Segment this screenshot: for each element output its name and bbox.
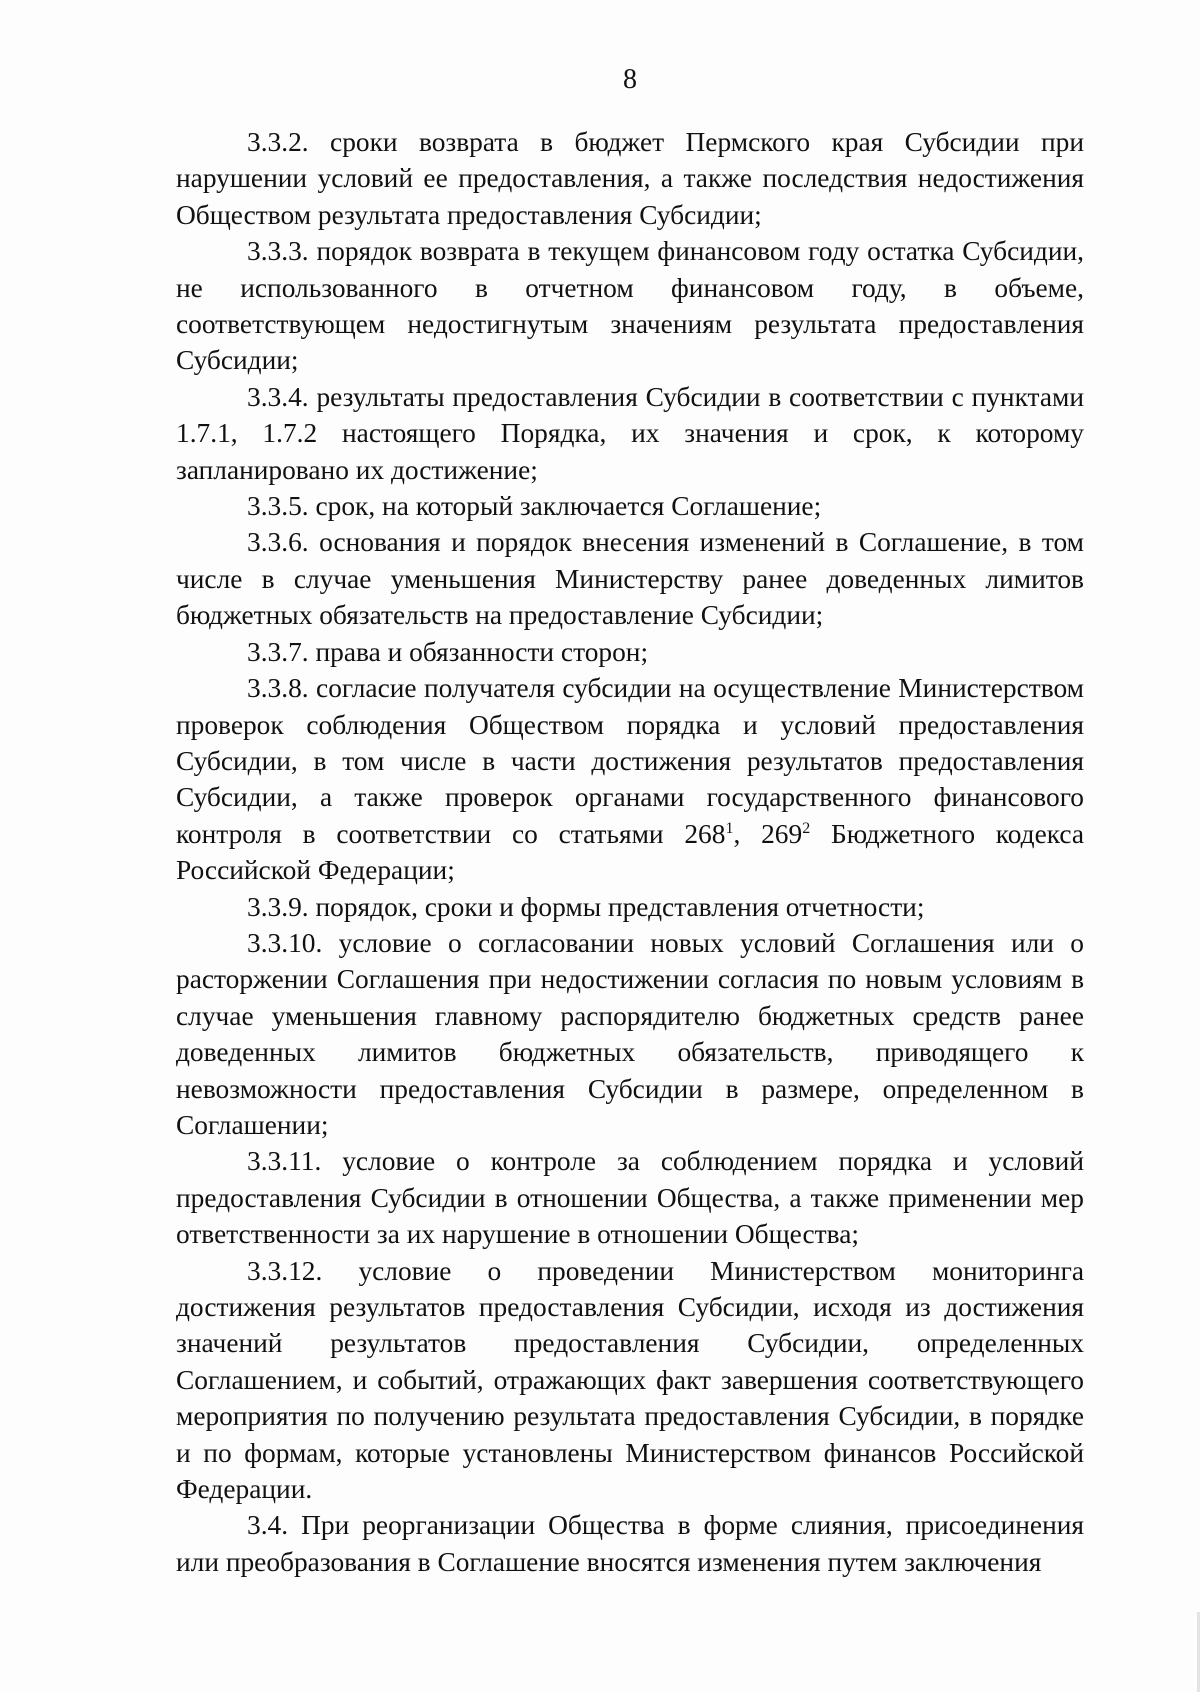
paragraph-number: 3.4. [247,1510,289,1541]
paragraph-3-4 [176,1507,1084,1580]
paragraph-3-3-9 [176,889,1084,925]
paragraph-number: 3.3.3. [247,236,309,267]
paragraph-3-3-5 [176,488,1084,524]
paragraph-text: основания и порядок внесения изменений в Соглашение, в том числе в случае уменьшения Министерству ранее доведенных лимитов бюджетных обязательств на предоставление Субсидии; [176,527,1084,631]
paragraph-number: 3.3.6. [247,527,309,558]
paragraph-text: порядок возврата в текущем финансовом году остатка Субсидии, не использованного в отчетном финансовом году, в объеме, соответствующем недостигнутым значениям результата предоставления Субсидии; [176,236,1084,376]
paragraph-text: согласие получателя субсидии на осуществление Министерством проверок соблюдения Обществом порядка и условий предоставления Субсидии, в том числе в части достижения результатов предоставления Субсидии, а также проверок органами государственного финансового контроля в соответствии со статьями 268 [176,673,1084,849]
paragraph-number: 3.3.12. [247,1255,323,1286]
paragraph-text: При реорганизации Общества в форме слияния, присоединения или преобразования в Соглашение вносятся изменения путем заключения [176,1510,1084,1577]
paragraph-text: результаты предоставления Субсидии в соответствии с пунктами 1.7.1, 1.7.2 настоящего Порядка, их значения и срок, к которому запланировано их достижение; [176,381,1084,485]
paragraph-number: 3.3.9. [247,891,309,922]
paragraph-text: сроки возврата в бюджет Пермского края Субсидии при нарушении условий ее предоставления, а также последствия недостижения Обществом результата предоставления Субсидии; [176,127,1084,230]
paragraph-number: 3.3.10. [247,927,323,958]
paragraph-3-3-10 [176,925,1084,1143]
paragraph-3-3-11 [176,1143,1084,1252]
paragraph-number: 3.3.11. [247,1146,322,1177]
paragraph-number: 3.3.4. [247,381,309,412]
paragraph-number: 3.3.8. [247,673,309,704]
paragraph-text: условие о проведении Министерством мониторинга достижения результатов предоставления Субсидии, исходя из достижения значений результатов предоставления Субсидии, определенных Соглашением, и событий, отражающих факт завершения соответствующего мероприятия по получению результата предоставления Субсидии, в порядке и по формам, которые установлены Министерством финансов Российской Федерации. [176,1255,1084,1505]
paragraph-3-3-3 [176,233,1084,379]
document-body [176,124,1084,1580]
paragraph-number: 3.3.7. [247,636,309,667]
footnote-superscript: 2 [802,819,811,837]
paragraph-text: условие о контроле за соблюдением порядка и условий предоставления Субсидии в отношении Общества, а также применении мер ответственности за их нарушение в отношении Общества; [176,1146,1084,1250]
paragraph-3-3-8 [176,670,1084,888]
paragraph-3-3-7 [176,634,1084,670]
paragraph-3-3-12 [176,1253,1084,1508]
paragraph-3-3-2 [176,124,1084,233]
page-number: 8 [623,64,637,95]
paragraph-3-3-4 [176,379,1084,488]
paragraph-text: , 269 [733,818,803,849]
footnote-superscript: 1 [725,819,734,837]
paragraph-text: условие о согласовании новых условий Соглашения или о расторжении Соглашения при недостижении согласия по новым условиям в случае уменьшения главному распорядителю бюджетных средств ранее доведенных лимитов бюджетных обязательств, приводящего к невозможности предоставления Субсидии в размере, определенном в Соглашении; [176,927,1084,1140]
paragraph-text: срок, на который заключается Соглашение; [308,491,822,522]
paragraph-number: 3.3.5. [247,491,309,522]
paragraph-number: 3.3.2. [247,127,309,157]
paragraph-text: Бюджетного кодекса Российской Федерации; [176,818,1084,886]
paragraph-text: порядок, сроки и формы представления отчетности; [308,891,925,922]
paragraph-text: права и обязанности сторон; [308,636,649,667]
paragraph-3-3-6 [176,524,1084,633]
